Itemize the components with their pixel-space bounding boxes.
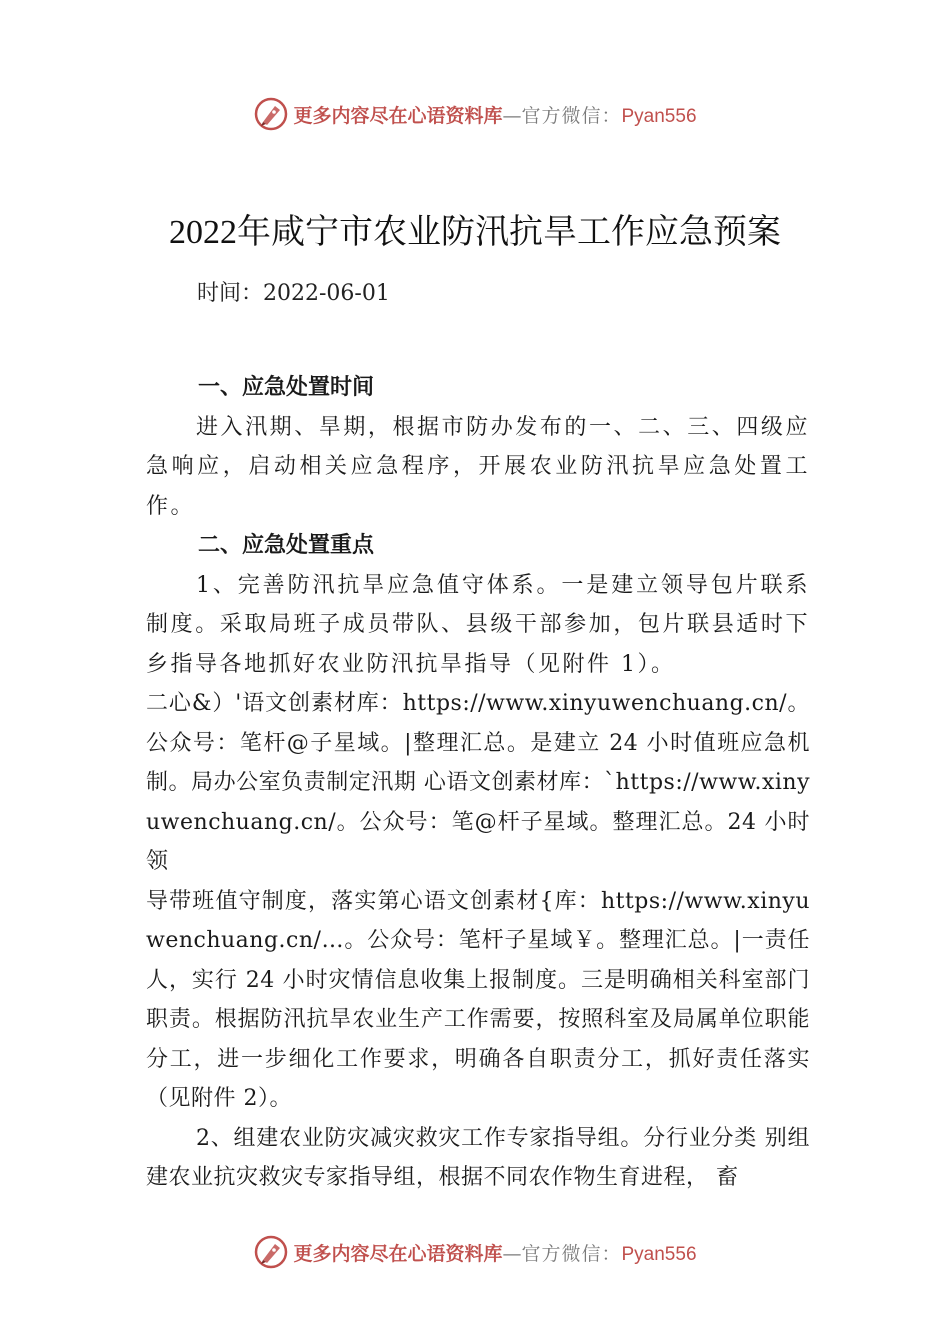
watermark-separator: —: [502, 1242, 522, 1265]
watermark-wechat-id: Pyan556: [621, 1243, 697, 1265]
publish-date: 时间：2022-06-01: [197, 281, 390, 306]
section-heading-1: 一、应急处置时间: [198, 375, 375, 400]
watermark-banner-bottom: [0, 1232, 950, 1272]
paragraph: 二心&）'语文创素材库：https://www.xinyuwenchuang.cn/。公众号：笔杆@子星域。|整理汇总。是建立 24 小时值班应急机制。局办公室负责制定汛期 心语文创素材库：`https://www.xinyuwenchuang.cn/。公众号：笔@杆子星域。整理汇总。24 小时领: [146, 691, 810, 874]
watermark-wechat-label: 官方微信：: [521, 1242, 622, 1265]
watermark-brand: 更多内容尽在心语资料库: [293, 104, 503, 127]
watermark-text: [293, 101, 696, 128]
watermark-wechat-label: 官方微信：: [521, 104, 622, 127]
page-title: 2022年咸宁市农业防汛抗旱工作应急预案: [169, 214, 781, 251]
pen-nib-logo-icon: [253, 96, 289, 132]
section-heading-2: 二、应急处置重点: [198, 533, 375, 558]
watermark-separator: —: [502, 104, 522, 127]
watermark-brand: 更多内容尽在心语资料库: [293, 1242, 503, 1265]
paragraph: 2、组建农业防灾减灾救灾工作专家指导组。分行业分类 别组建农业抗灾救灾专家指导组，根据不同农作物生育进程， 畜: [146, 1125, 810, 1190]
watermark-text: [293, 1239, 696, 1266]
pen-nib-logo-icon: [253, 1234, 289, 1270]
paragraph: 导带班值守制度，落实第心语文创素材{库：https://www.xinyuwenchuang.cn/…。公众号：笔杆子星域￥。整理汇总。|一责任人，实行 24 小时灾情信息收集上报制度。三是明确相关科室部门职责。根据防汛抗旱农业生产工作需要，按照科室及局属单位职能分工，进一步细化工作要求，明确各自职责分工，抓好责任落实（见附件 2）。: [146, 888, 810, 1111]
document-body: [146, 368, 810, 1198]
paragraph: 进入汛期、旱期，根据市防办发布的一、二、三、四级应急响应，启动相关应急程序，开展农业防汛抗旱应急处置工作。: [146, 414, 810, 519]
watermark-wechat-id: Pyan556: [621, 105, 697, 127]
watermark-banner-top: [0, 94, 950, 134]
paragraph: 1、完善防汛抗旱应急值守体系。一是建立领导包片联系制度。采取局班子成员带队、县级干部参加，包片联县适时下乡指导各地抓好农业防汛抗旱指导（见附件 1）。: [146, 572, 810, 677]
